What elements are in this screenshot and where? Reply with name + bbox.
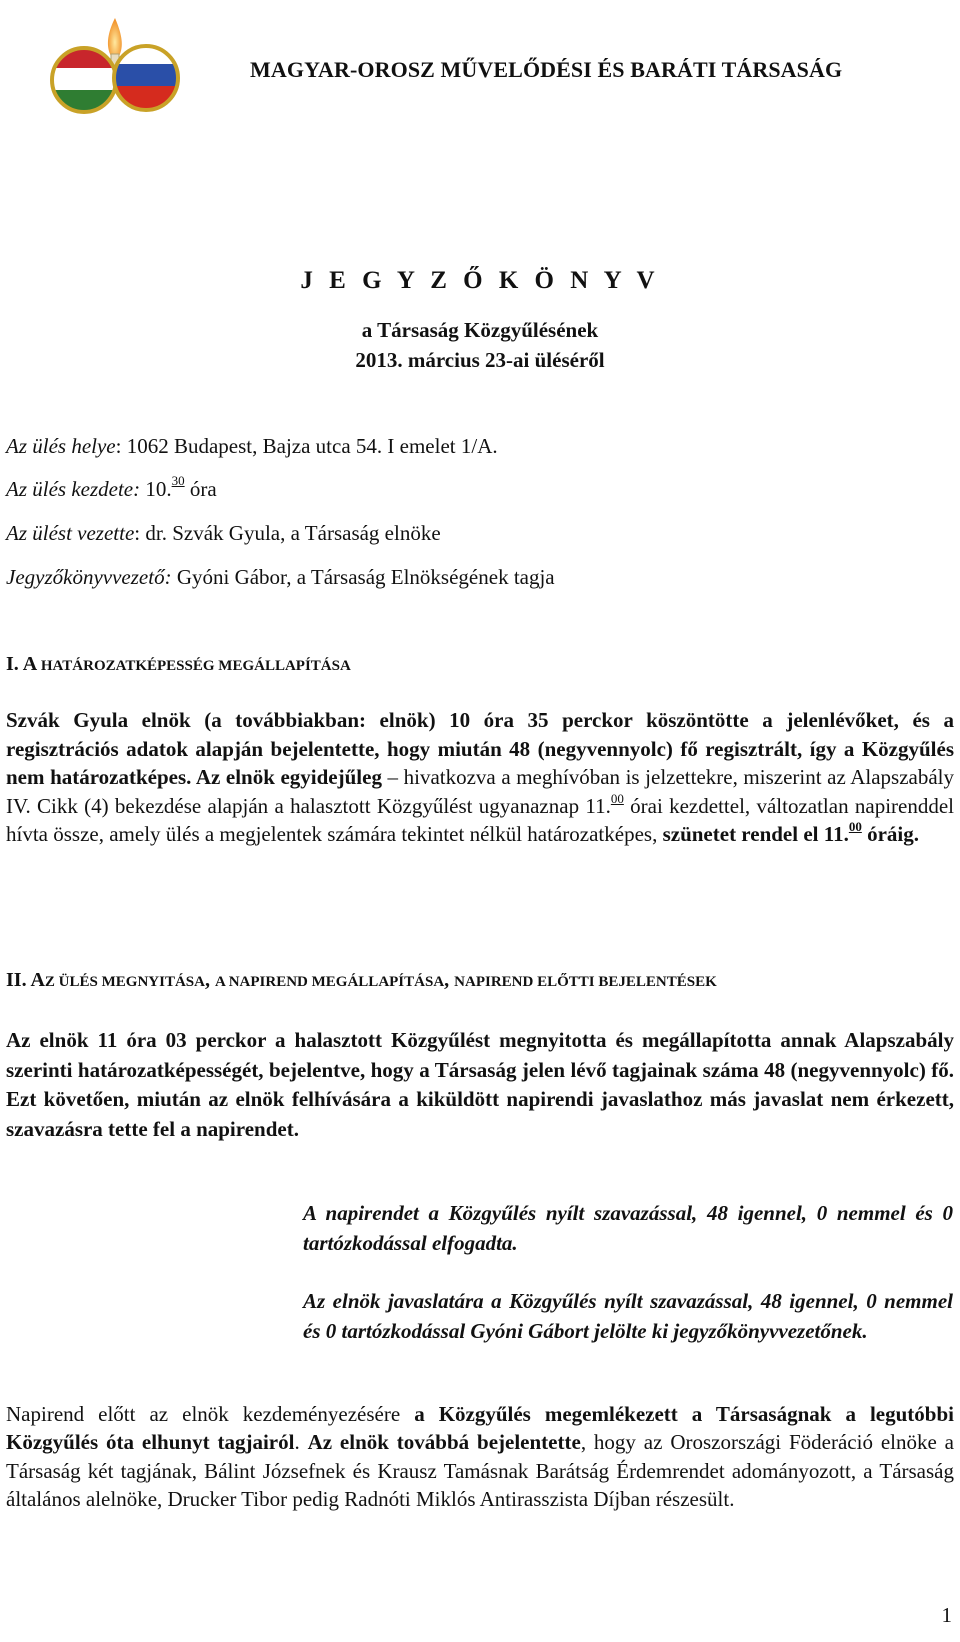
- para1-normal-a: – hivatkozva a meghívóban is jelzettekre, miszerint az Alapszabály IV. Cikk (4) bekezdése alapján a halasztott Közgyűlést ugyanaznap 11.: [6, 765, 955, 818]
- document-title: J E G Y Z Ő K Ö N Y V: [300, 267, 660, 294]
- meeting-secretary-label: Jegyzőkönyvvezető:: [6, 565, 172, 589]
- section-1-paragraph: [6, 706, 954, 849]
- section-1-title: HATÁROZATKÉPESSÉG MEGÁLLAPÍTÁSA: [37, 658, 351, 674]
- section-2-number: II.: [6, 969, 31, 991]
- para1-sup1: 00: [610, 790, 624, 806]
- meeting-chair: [6, 521, 441, 546]
- para1-normal-b: órai kezdettel, változatlan napirenddel hívta össze, amely ülés a megjelentek számára tekintet nélkül határozatképes,: [6, 793, 954, 847]
- hungary-russia-flags-logo-icon: [48, 14, 184, 126]
- organization-name: MAGYAR-OROSZ MŰVELŐDÉSI ÉS BARÁTI TÁRSASÁG: [250, 57, 843, 82]
- para3-n2: .: [294, 1430, 308, 1455]
- document-subtitle-2: 2013. március 23-ai üléséről: [355, 348, 605, 372]
- section-2-initial-a: A: [30, 969, 45, 991]
- meeting-secretary-value: Gyóni Gábor, a Társaság Elnökségének tagja: [171, 565, 555, 589]
- meeting-start-unit: óra: [184, 477, 217, 501]
- section-2-part-c: NAPIREND ELŐTTI BEJELENTÉSEK: [454, 974, 717, 990]
- meeting-start-minutes: 30: [171, 473, 185, 488]
- decision-2: Az elnök javaslatára a Közgyűlés nyílt szavazással, 48 igennel, 0 nemmel és 0 tartózkodással Gyóni Gábort jelölte ki jegyzőkönyvvezetőnek.: [303, 1289, 953, 1343]
- para3-n3: , hogy az Oroszországi Föderáció elnöke a Társaság két tagjának, Bálint Józsefnek és Krausz Tamásnak Barátság Érdemrendet adományozott, a Társaság általános alelnöke, Drucker Tibor pedig Radnóti Miklós Antirasszista Díjban részesült.: [6, 1430, 954, 1512]
- meeting-start-label: Az ülés kezdete:: [6, 477, 141, 501]
- para3-b1: a Közgyűlés megemlékezett a Társaságnak a legutóbbi Közgyűlés óta elhunyt tagjairól: [6, 1402, 954, 1455]
- pre-agenda-paragraph: [6, 1400, 954, 1514]
- para3-n1: Napirend előtt az elnök kezdeményezésére: [6, 1402, 415, 1426]
- section-2-sep-2: ,: [444, 969, 455, 991]
- meeting-place: [6, 434, 498, 459]
- meeting-place-value: 1062 Budapest, Bajza utca 54. I emelet 1/A.: [121, 434, 498, 458]
- section-2-paragraph: Az elnök 11 óra 03 perckor a halasztott Közgyűlést megnyitotta és megállapította annak Alapszabály szerinti határozatképességét, bejelentve, hogy a Társaság jelen lévő tagjainak száma 48 (negyvennyolc) fő. Ezt követően, miután az elnök felhívására a kiküldött napirendi javaslathoz más javaslat nem érkezett, szavazásra tette fel a napirendet.: [6, 1028, 954, 1141]
- meeting-start: [6, 473, 217, 502]
- para1-sup2: 00: [848, 819, 862, 835]
- para1-bold-c: óráig.: [861, 822, 919, 847]
- section-2-heading: [6, 969, 717, 992]
- meeting-chair-sep: :: [134, 521, 141, 545]
- meeting-place-sep: :: [115, 434, 122, 458]
- section-2-part-b: A NAPIREND MEGÁLLAPÍTÁSA: [214, 974, 445, 990]
- section-1-number: I.: [6, 653, 23, 675]
- meeting-place-label: Az ülés helye: [6, 434, 116, 458]
- para1-bold-a: Szvák Gyula elnök (a továbbiakban: elnök) 10 óra 35 perckor köszöntötte a jelenlévőket, és a regisztrációs adatok alapján bejelentette, hogy miután 48 (negyvennyolc) fő regisztrált, így a Közgyűlés nem határozatképes. Az elnök egyidejűleg: [6, 708, 954, 790]
- section-1-heading: [6, 653, 351, 676]
- para3-b2: Az elnök továbbá bejelentette: [307, 1430, 581, 1455]
- meeting-secretary: [6, 565, 555, 590]
- section-2-part-a: Z ÜLÉS MEGNYITÁSA: [44, 974, 205, 990]
- para1-bold-b: szünetet rendel el 11.: [662, 822, 849, 847]
- section-1-initial: A: [22, 653, 38, 675]
- meeting-start-hour: 10.: [140, 477, 172, 501]
- meeting-chair-label: Az ülést vezette: [6, 521, 135, 545]
- document-subtitle-1: a Társaság Közgyűlésének: [361, 318, 599, 342]
- section-2-sep-1: ,: [204, 969, 215, 991]
- meeting-chair-value: dr. Szvák Gyula, a Társaság elnöke: [140, 521, 441, 545]
- decision-1: A napirendet a Közgyűlés nyílt szavazással, 48 igennel, 0 nemmel és 0 tartózkodással elfogadta.: [303, 1201, 953, 1255]
- page-number: 1: [941, 1603, 952, 1627]
